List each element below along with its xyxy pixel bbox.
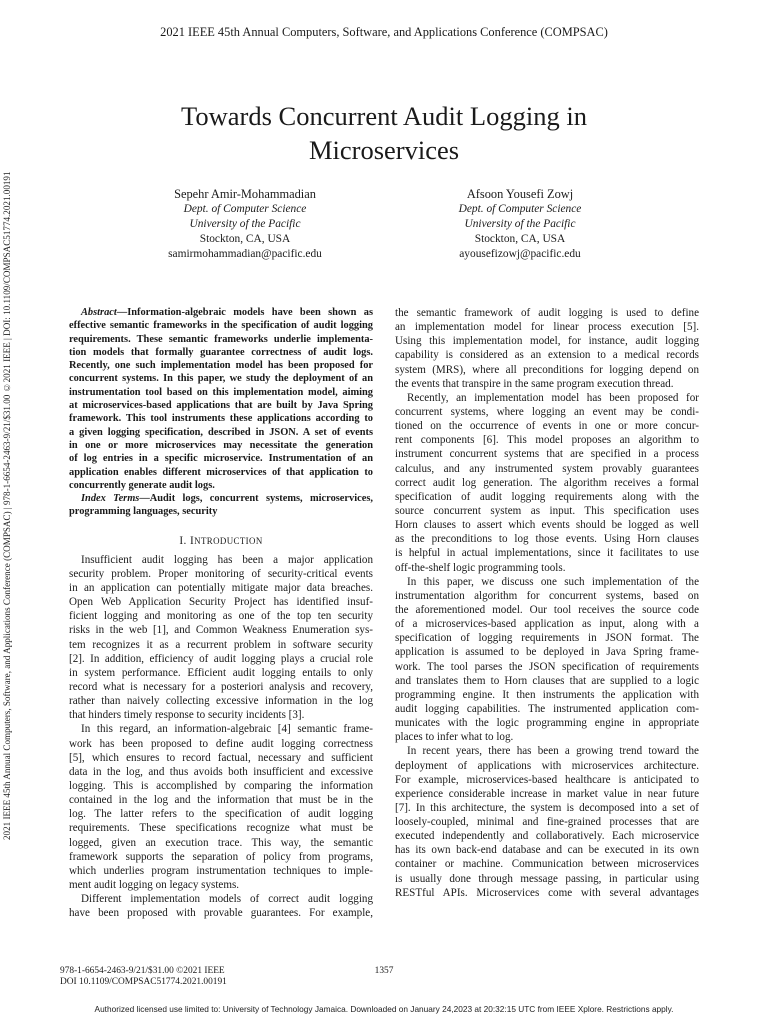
- text-line: tem recognizes it as a recurrent problem in software security: [69, 638, 373, 651]
- text-line: work. The tool parses the JSON specification of requirements: [395, 660, 699, 673]
- abstract-line: concurrently generate audit logs.: [69, 479, 215, 491]
- text-line: is usually done through message passing, in particular using: [395, 872, 699, 885]
- license-notice: Authorized licensed use limited to: University of Technology Jamaica. Downloaded on January 24,2023 at 20:32:15 UTC from IEEE Xplore. Restrictions apply.: [94, 1004, 674, 1014]
- text-line: off-the-shelf logic programming tools.: [395, 561, 566, 574]
- paragraph: [395, 744, 699, 900]
- abstract-line: effective semantic frameworks in the specification of audit logging: [69, 320, 373, 332]
- abstract-label: Abstract: [81, 307, 117, 318]
- text-line: RESTful APIs. Microservices come with several advantages: [395, 886, 699, 899]
- text-line: Different implementation models of correct audit logging: [81, 893, 373, 906]
- text-line: logging. This is accomplished by comparing the information: [69, 780, 373, 792]
- text-line: In this regard, an information-algebraic [4] semantic frame-: [81, 723, 373, 736]
- text-line: rather than naively collecting excessive information in the log: [69, 695, 373, 708]
- text-line: security problem. Proper monitoring of security-critical events: [69, 567, 373, 580]
- text-line: and translates them to Horn clauses that are supplied to a logic: [395, 674, 699, 687]
- right-column: [395, 306, 699, 900]
- text-line: in an application can potentially mitigate major data breaches.: [69, 582, 373, 595]
- text-line: ficient logging and monitoring as one of the top ten security: [69, 610, 373, 623]
- index-terms-label: Index Terms: [81, 493, 140, 505]
- index-terms-dash: —: [139, 493, 150, 505]
- author-location: Stockton, CA, USA: [474, 233, 566, 245]
- abstract-line: a given logging specification, described in JSON. A set of events: [69, 426, 373, 438]
- text-line: experience considerable increase in market value in near future: [395, 787, 699, 800]
- text-line: municates with the logic programming engine in appropriate: [395, 717, 699, 730]
- text-line: correct audit log generation. The algorithm receives a formal: [395, 476, 699, 489]
- text-line: system (MRS), where all preconditions for logging depend on: [395, 363, 699, 376]
- abstract-line: application enables different microservices of that application to: [69, 466, 373, 478]
- author-email: ayousefizowj@pacific.edu: [459, 248, 581, 260]
- text-line: specification of logging requirements in JSON format. The: [395, 632, 699, 645]
- text-line: Using this implementation model, for instance, audit logging: [395, 335, 699, 348]
- side-margin-citation: 2021 IEEE 45th Annual Computers, Software, and Applications Conference (COMPSAC) | 978-1-6654-2463-9/21/$31.00 ©2021 IEEE | DOI: 10.1109/COMPSAC51774.2021.00191: [2, 171, 12, 841]
- text-line: rent components [6]. This model proposes an algorithm to: [395, 434, 699, 447]
- text-line: In recent years, there has been a growing trend toward the: [407, 745, 699, 758]
- text-line: In this paper, we discuss one such implementation of the: [407, 575, 699, 588]
- author-email: samirmohammadian@pacific.edu: [168, 248, 322, 260]
- text-line: data in the log, and thus avoids both insufficient and excessive: [69, 765, 373, 778]
- text-line: log. The latter refers to the specification of audit logging: [69, 808, 373, 821]
- text-line: instrument concurrent systems that are specified in a process: [395, 448, 699, 461]
- author-dept: Dept. of Computer Science: [183, 203, 307, 215]
- text-line: risks in the web [1], and Common Weakness Enumeration sys-: [69, 624, 373, 637]
- author-university: University of the Pacific: [464, 218, 576, 230]
- text-line: in system performance. Efficient audit logging entails to only: [69, 666, 373, 679]
- text-line: [7]. In this architecture, the system is decomposed into a set of: [395, 801, 699, 814]
- text-line: concurrent systems, where logging an event may be condi-: [395, 405, 699, 418]
- abstract-line: concurrent systems. In this paper, we study the deployment of an: [69, 373, 373, 385]
- text-line: source concurrent system as input. This specification uses: [395, 504, 699, 517]
- conference-header: 2021 IEEE 45th Annual Computers, Software, and Applications Conference (COMPSAC): [160, 25, 608, 39]
- text-line: container or machine. Communication between microservices: [395, 858, 699, 871]
- text-line: application is assumed to be deployed in Java Spring frame-: [395, 646, 699, 659]
- index-terms-text: Audit logs, concurrent systems, microservices,: [149, 493, 373, 505]
- abstract-dash: —: [116, 307, 128, 318]
- section-title-rest: NTRODUCTION: [194, 535, 263, 546]
- text-line: capability is considered as an extension to a medical records: [395, 349, 699, 362]
- paragraph: [69, 892, 373, 920]
- text-line: work has been proposed to define audit logging correctness: [69, 737, 373, 750]
- author-location: Stockton, CA, USA: [199, 233, 291, 245]
- text-line: framework supports the separation of policy from programs,: [69, 850, 373, 863]
- text-line: record what is necessary for a posteriori analysis and recovery,: [69, 681, 373, 694]
- abstract-line: instrumentation tool based on this implementation model, aiming: [69, 386, 373, 398]
- text-line: executed independently and collaboratively. Each microservice: [395, 830, 699, 843]
- abstract-line: requirements. These semantic frameworks underlie implementa-: [69, 333, 373, 345]
- text-line: deployment of applications with microservices architecture.: [395, 759, 699, 772]
- footer-copyright: [60, 966, 227, 988]
- abstract-line: Recently, one such implementation model has been proposed for: [69, 360, 373, 372]
- author-name: Sepehr Amir-Mohammadian: [174, 187, 316, 201]
- text-line: [2]. In addition, efficiency of audit logging plays a crucial role: [69, 652, 373, 665]
- section-initial: I: [189, 534, 195, 547]
- text-line: the events that transpire in the same program execution thread.: [395, 377, 674, 390]
- text-line: Recently, an implementation model has been proposed for: [407, 391, 699, 404]
- text-line: the aforementioned model. Our tool receives the source code: [395, 603, 699, 616]
- abstract-line: of log entries in a specific microservice. Instrumentation of an: [69, 453, 373, 465]
- abstract-line: tion models that formally guarantee correctness of audit logs.: [69, 346, 373, 358]
- author-block-2: [380, 186, 660, 262]
- abstract-line: framework. This tool instruments these applications according to: [69, 413, 373, 425]
- paragraph: [69, 553, 373, 723]
- text-line: loosely-coupled, minimal and fine-grained processes that are: [395, 816, 699, 829]
- text-line: the semantic framework of audit logging is used to define: [395, 307, 699, 319]
- text-line: is helpful in actual implementations, since it facilitates to use: [395, 547, 699, 560]
- text-line: Insufficient audit logging has been a major application: [81, 553, 373, 566]
- text-line: logged, given an execution trace. This way, the semantic: [69, 836, 373, 849]
- text-line: places to infer what to log.: [395, 731, 514, 744]
- text-line: of a microservices-based application as input, along with a: [395, 618, 699, 631]
- page-number: 1357: [374, 966, 394, 976]
- paragraph: [395, 575, 699, 745]
- paragraph: [395, 306, 699, 391]
- text-line: Horn clauses to assert which events should be logged as well: [395, 519, 699, 532]
- text-line: requirements. These specifications recognize what must be: [69, 822, 373, 835]
- text-line: audit logging capabilities. The instrumented application com-: [395, 702, 699, 715]
- index-terms-line: programming languages, security: [69, 506, 218, 518]
- paragraph: [395, 391, 699, 575]
- title-line-2: Microservices: [308, 135, 460, 165]
- text-line: ment audit logging on legacy systems.: [69, 878, 240, 891]
- abstract-text: Information-algebraic models have been shown as: [127, 307, 373, 318]
- abstract: [69, 306, 373, 519]
- text-line: [5], which ensures to record factual, necessary and sufficient: [69, 751, 373, 764]
- text-line: that hinders timely response to security incidents [3].: [69, 709, 305, 722]
- title-line-1: Towards Concurrent Audit Logging in: [181, 101, 587, 131]
- text-line: tioned on the occurrence of events in one or more concur-: [395, 420, 699, 433]
- text-line: specification of audit logging requirements along with the: [395, 490, 699, 503]
- paper-title: [100, 99, 668, 167]
- author-dept: Dept. of Computer Science: [458, 203, 582, 215]
- footer-doi: DOI 10.1109/COMPSAC51774.2021.00191: [60, 977, 227, 987]
- author-name: Afsoon Yousefi Zowj: [466, 187, 574, 201]
- footer-isbn: 978-1-6654-2463-9/21/$31.00 ©2021 IEEE: [60, 966, 225, 976]
- text-line: has its own back-end database and can be executed in its own: [395, 844, 699, 857]
- index-terms-line: [69, 492, 373, 505]
- abstract-line: in one or more microservices may necessitate the generation: [69, 439, 373, 451]
- text-line: an implementation model for linear process execution [5].: [395, 321, 699, 334]
- text-line: programming engine. It then instruments the application with: [395, 688, 699, 701]
- text-line: as the preconditions to log those events. Using Horn clauses: [395, 533, 699, 546]
- left-column: [69, 306, 373, 920]
- author-university: University of the Pacific: [189, 218, 301, 230]
- author-block-1: [105, 186, 385, 262]
- text-line: have been proposed with provable guarantees. For example,: [69, 907, 373, 920]
- text-line: Open Web Application Security Project has identified insuf-: [69, 596, 373, 609]
- text-line: For example, microservices-based healthcare is anticipated to: [395, 773, 699, 786]
- section-heading-introduction: [69, 534, 373, 548]
- text-line: which underlies program instrumentation techniques to imple-: [69, 864, 373, 877]
- text-line: instrumentation algorithm for concurrent systems, based on: [395, 589, 699, 602]
- text-line: calculus, and any instrumented system provably guarantees: [395, 462, 699, 475]
- section-number: I.: [179, 534, 187, 547]
- paragraph: [69, 722, 373, 892]
- abstract-line: [69, 306, 373, 319]
- abstract-line: at microservices-based applications that are built by Java Spring: [69, 400, 373, 412]
- text-line: contained in the log and the information that must be in the: [69, 794, 373, 807]
